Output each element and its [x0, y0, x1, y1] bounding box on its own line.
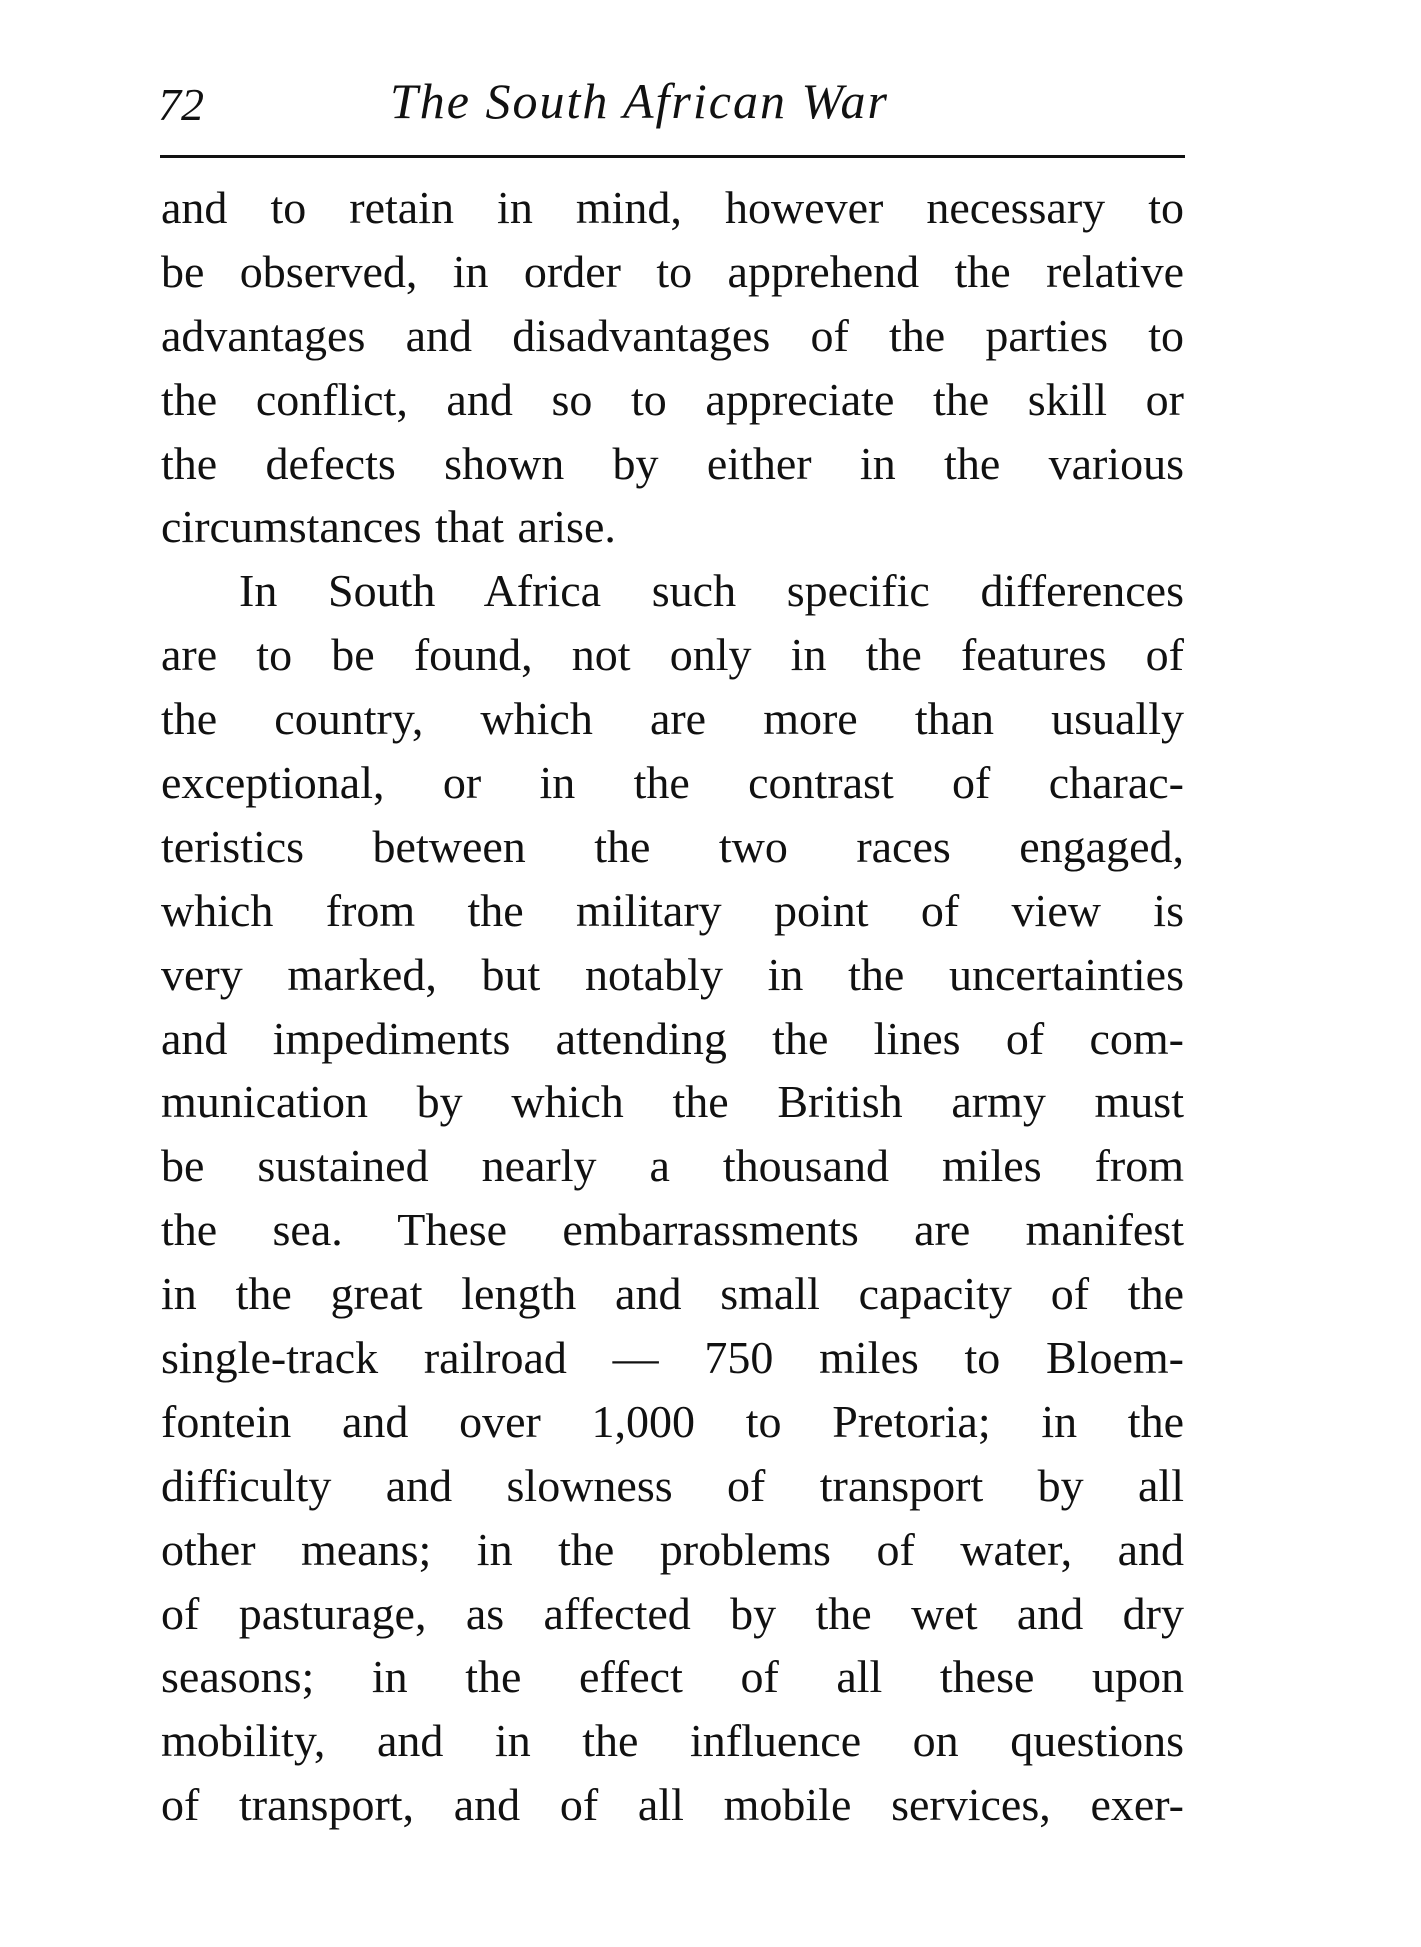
- text-line: fontein and over 1,000 to Pretoria; in the: [161, 1395, 1184, 1447]
- text-line: other means; in the problems of water, and: [161, 1523, 1184, 1575]
- body-text: [161, 176, 1184, 1837]
- text-line: teristics between the two races engaged,: [161, 820, 1184, 872]
- text-line: munication by which the British army must: [161, 1076, 1184, 1128]
- running-title: The South African War: [390, 73, 889, 129]
- text-line: the defects shown by either in the various: [161, 437, 1184, 489]
- text-line: and to retain in mind, however necessary to: [161, 182, 1184, 233]
- text-line: be observed, in order to apprehend the relative: [161, 245, 1184, 297]
- text-line: mobility, and in the influence on questions: [161, 1715, 1184, 1767]
- page-number: 72: [158, 79, 204, 130]
- text-line: circumstances that arise.: [161, 501, 616, 553]
- text-line: difficulty and slowness of transport by all: [161, 1459, 1184, 1511]
- text-line: of pasturage, as affected by the wet and dry: [161, 1587, 1184, 1639]
- text-line: and impediments attending the lines of com-: [161, 1012, 1184, 1064]
- text-line: in the great length and small capacity of the: [161, 1268, 1184, 1320]
- text-line: single-track railroad — 750 miles to Bloem-: [161, 1332, 1184, 1384]
- text-line: In South Africa such specific differences: [239, 565, 1184, 617]
- text-line: exceptional, or in the contrast of charac-: [161, 757, 1184, 809]
- text-line: of transport, and of all mobile services, exer-: [161, 1779, 1184, 1831]
- header-rule: [160, 155, 1185, 158]
- text-line: the sea. These embarrassments are manifest: [161, 1204, 1184, 1256]
- text-line: be sustained nearly a thousand miles from: [161, 1140, 1184, 1192]
- text-line: very marked, but notably in the uncertainties: [161, 948, 1184, 1000]
- text-line: seasons; in the effect of all these upon: [161, 1651, 1184, 1703]
- text-line: the country, which are more than usually: [161, 693, 1184, 745]
- text-line: are to be found, not only in the features of: [161, 629, 1184, 681]
- text-line: the conflict, and so to appreciate the skill or: [161, 373, 1184, 425]
- text-line: which from the military point of view is: [161, 884, 1184, 936]
- text-line: advantages and disadvantages of the parties to: [161, 309, 1184, 361]
